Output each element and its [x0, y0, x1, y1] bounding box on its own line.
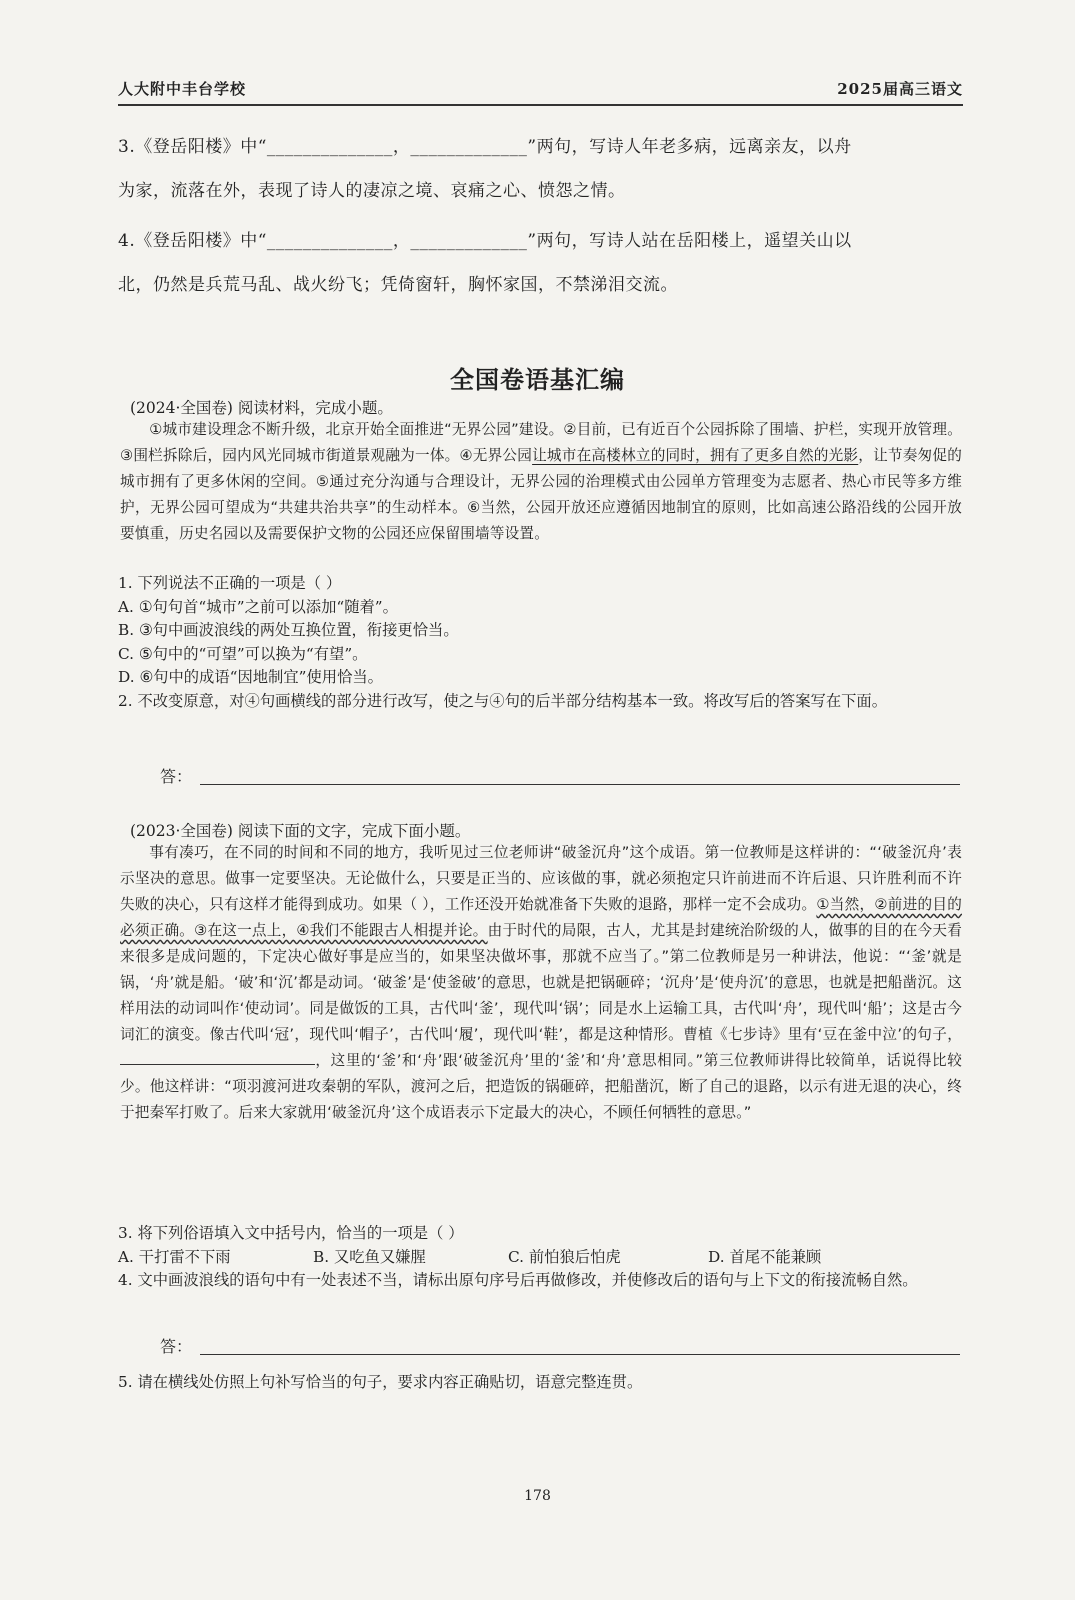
question-text-line: 北，仍然是兵荒马乱、战火纷飞；凭倚窗轩，胸怀家国，不禁涕泪交流。 — [118, 275, 678, 295]
question-3-poem — [118, 125, 963, 213]
answer-label: 答： — [160, 767, 193, 786]
answer-label: 答： — [160, 1337, 193, 1356]
answer-line[interactable] — [200, 1354, 960, 1355]
option-d: D. 首尾不能兼顾 — [708, 1247, 822, 1266]
page-number: 178 — [524, 1488, 551, 1504]
option-c: C. ⑤句中的“可望”可以换为“有望”。 — [118, 644, 368, 663]
passage-intro-2024: (2024·全国卷) 阅读材料，完成小题。 — [130, 399, 393, 417]
question-text-line: 3.《登岳阳楼》中“______________，_____________”两句，写诗人年老多病，远离亲友，以舟 — [118, 137, 852, 157]
course-name: 2025届高三语文 — [837, 80, 963, 98]
school-name: 人大附中丰台学校 — [118, 80, 247, 98]
option-d: D. ⑥句中的成语“因地制宜”使用恰当。 — [118, 668, 383, 686]
passage-2024: ①城市建设理念不断升级，北京开始全面推进“无界公园”建设。②目前，已有近百个公园拆除了围墙、护栏，实现开放管理。③围栏拆除后，园内风光同城市街道景观融为一体。④无界公园让城市在高楼林立的同时，拥有了更多自然的光影，让节奏匆促的城市拥有了更多休闲的空间。⑤通过充分沟通与合理设计，无界公园的治理模式由公园单方管理变为志愿者、热心市民等多方维护，无界公园可望成为“共建共治共享”的生动样本。⑥当然，公园开放还应遵循因地制宜的原则，比如高速公路沿线的公园开放要慎重，历史名园以及需要保护文物的公园还应保留围墙等设置。 — [120, 421, 962, 542]
underlined-sentence: 让城市在高楼林立的同时，拥有了更多自然的光影 — [532, 447, 859, 464]
option-c: C. 前怕狼后怕虎 — [508, 1247, 621, 1266]
passage-intro-2023: (2023·全国卷) 阅读下面的文字，完成下面小题。 — [130, 822, 471, 840]
answer-line[interactable] — [200, 784, 960, 785]
question-5-text: 5. 请在横线处仿照上句补写恰当的句子，要求内容正确贴切，语意完整连贯。 — [118, 1373, 643, 1391]
option-b: B. 又吃鱼又嫌腥 — [313, 1247, 426, 1266]
option-a: A. 干打雷不下雨 — [118, 1247, 231, 1266]
question-4: 4. 文中画波浪线的语句中有一处表述不当，请标出原句序号后再做修改，并使修改后的语句与上下文的衔接流畅自然。 — [118, 1271, 918, 1289]
option-a: A. ①句句首“城市”之前可以添加“随着”。 — [118, 597, 398, 616]
fill-blank-line[interactable] — [120, 1050, 315, 1065]
question-text-line: 4.《登岳阳楼》中“______________，_____________”两句，写诗人站在岳阳楼上，遥望关山以 — [118, 231, 852, 251]
question-2: 2. 不改变原意，对④句画横线的部分进行改写，使之与④句的后半部分结构基本一致。将改写后的答案写在下面。 — [118, 691, 888, 710]
question-3: 3. 将下列俗语填入文中括号内，恰当的一项是（ ） — [118, 1224, 464, 1242]
questions-2024 — [118, 572, 963, 713]
question-5 — [118, 1371, 963, 1395]
answer-row-1[interactable] — [160, 764, 960, 788]
answer-row-2[interactable] — [160, 1334, 960, 1358]
question-text-line: 为家，流落在外，表现了诗人的凄凉之境、哀痛之心、愤怨之情。 — [118, 181, 626, 201]
question-1: 1. 下列说法不正确的一项是（ ） — [118, 574, 342, 592]
section-title: 全国卷语基汇编 — [450, 366, 625, 394]
questions-2023 — [118, 1222, 963, 1293]
options-row — [118, 1246, 963, 1270]
passage-2023: 事有凑巧，在不同的时间和不同的地方，我听见过三位老师讲“破釜沉舟”这个成语。第一位教师是这样讲的：“‘破釜沉舟’表示坚决的意思。做事一定要坚决。无论做什么，只要是正当的、应该做的事，就必须抱定只许前进而不许后退、只许胜利而不许失败的决心，只有这样才能得到成功。如果（ ），工作还没开始就准备下失败的退路，那样一定不会成功。①当然，②前进的目的必须正确。③在这一点上，④我们不能跟古人相提并论。由于时代的局限，古人，尤其是封建统治阶级的人，做事的目的在今天看来很多是成问题的，下定决心做好事是应当的，如果坚决做坏事，那就不应当了。”第二位教师是另一种讲法，他说：“‘釜’就是锅，‘舟’就是船。‘破’和‘沉’都是动词。‘破釜’是‘使釜破’的意思，也就是把锅砸碎；‘沉舟’是‘使舟沉’的意思，也就是把船凿沉。这样用法的动词叫作‘使动词’。同是做饭的工具，古代叫‘釜’，现代叫‘锅’；同是水上运输工具，古代叫‘舟’，现代叫‘船’；这是古今词汇的演变。像古代叫‘冠’，现代叫‘帽子’，古代叫‘履’，现代叫‘鞋’，都是这种情形。曹植《七步诗》里有‘豆在釜中泣’的句子，，这里的‘釜’和‘舟’跟‘破釜沉舟’里的‘釜’和‘舟’意思相同。”第三位教师讲得比较简单，话说得比较少。他这样讲：“项羽渡河进攻秦朝的军队，渡河之后，把造饭的锅砸碎，把船凿沉，断了自己的退路，以示有进无退的决心，终于把秦军打败了。后来大家就用‘破釜沉舟’这个成语表示下定最大的决心，不顾任何牺牲的意思。” — [120, 844, 963, 1121]
question-4-poem — [118, 219, 963, 307]
wavy-underlined-sentences: ①当然，②前进的目的必须正确。③在这一点上，④我们不能跟古人相提并论。 — [120, 896, 962, 939]
option-b: B. ③句中画波浪线的两处互换位置，衔接更恰当。 — [118, 621, 459, 639]
page-header — [118, 78, 963, 106]
